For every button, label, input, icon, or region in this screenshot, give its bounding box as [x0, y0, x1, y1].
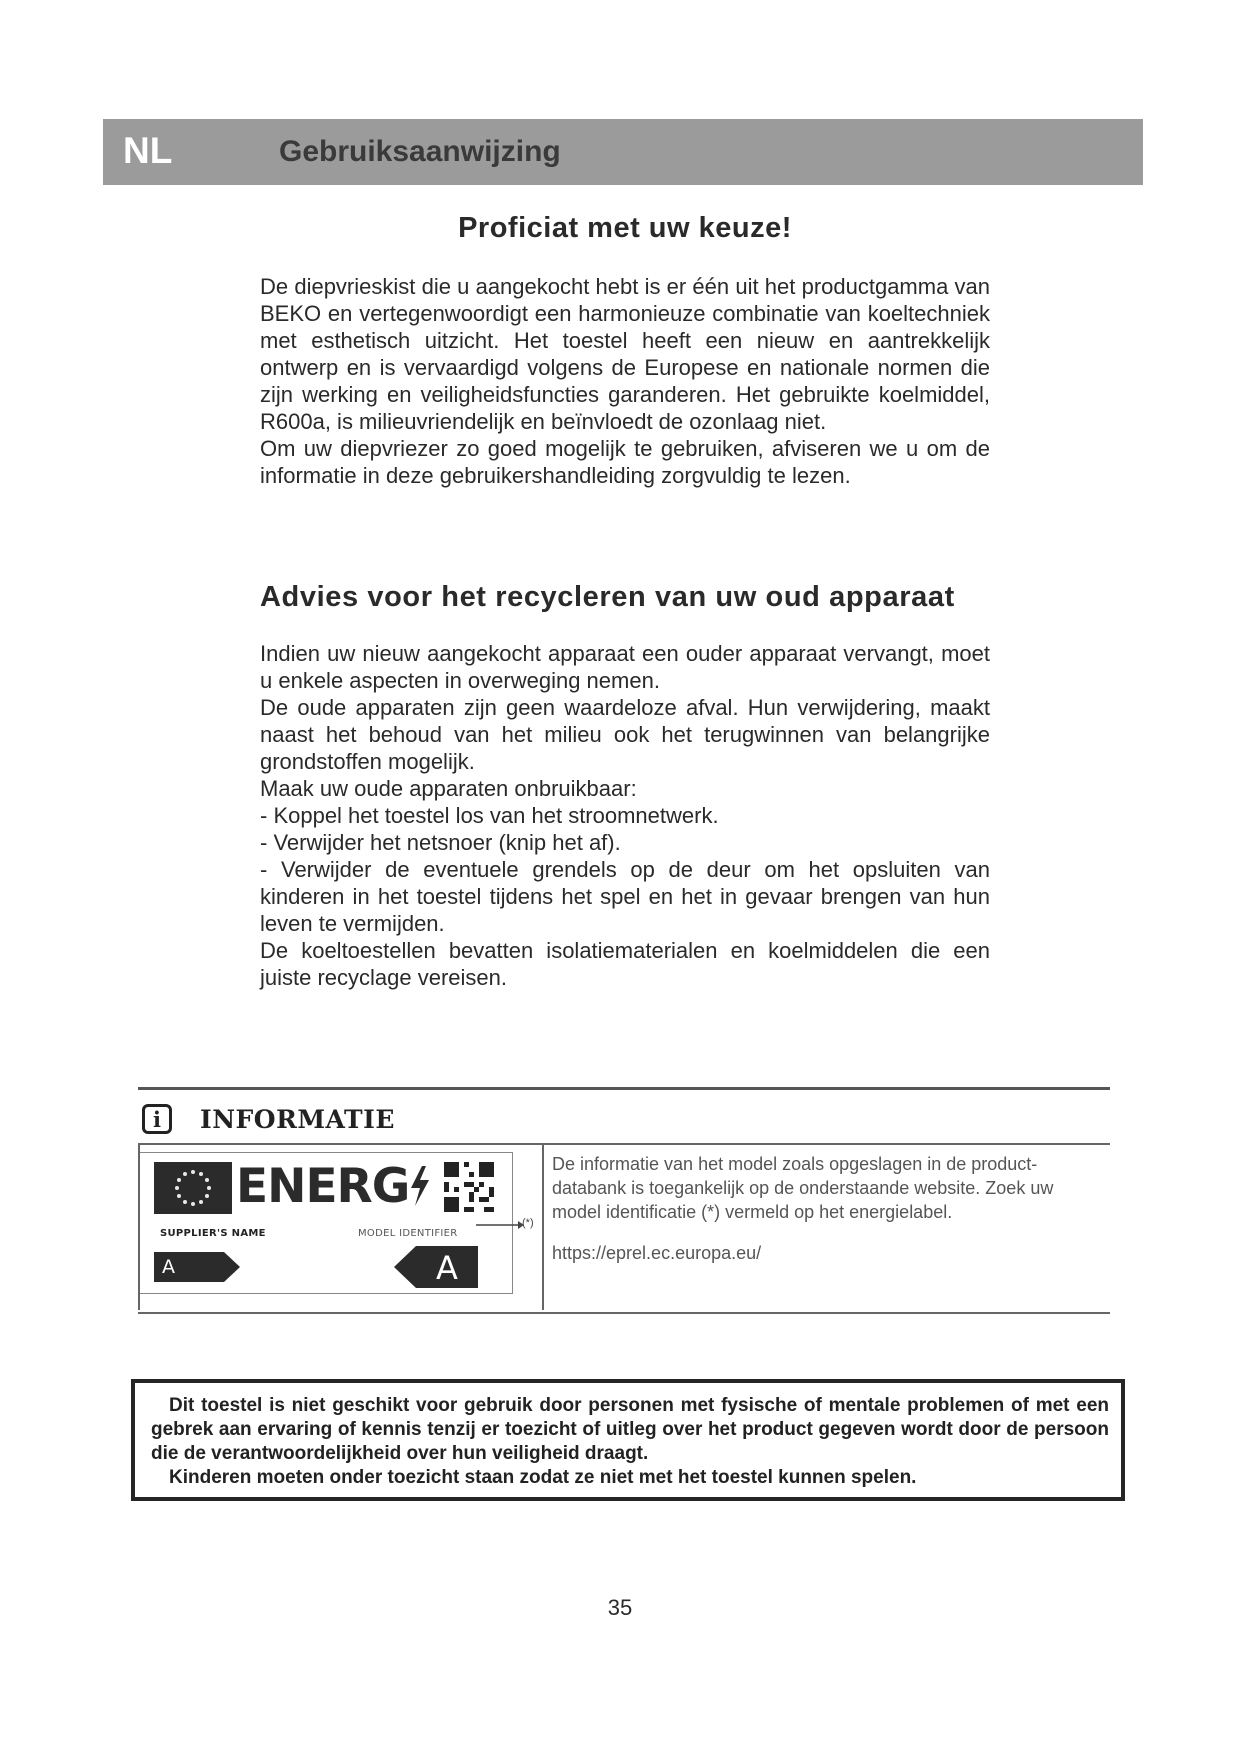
warning-line-1: Dit toestel is niet geschikt voor gebruik door personen met fysische of mentale problemen of met een gebrek aan ervaring of kennis tenzij er toezicht of uitleg over het product gegeven wordt door de persoon die de verantwoordelijkheid over hun veiligheid draagt. — [151, 1395, 1109, 1464]
safety-warning-text — [151, 1394, 1109, 1490]
information-header — [138, 1090, 1110, 1145]
intro-paragraph: De diepvrieskist die u aangekocht hebt is er één uit het productgamma van BEKO en vertegenwoordigt een harmonieuze combinatie van koeltechniek met esthetisch uitzicht. Het toestel heeft een nieuw en aantrekkelijk ontwerp en is vervaardigd volgens de Europese en nationale normen die zijn werking en veiligheidsfuncties garanderen. Het gebruikte koelmiddel, R600a, is milieuvriendelijk en beïnvloedt de ozonlaag niet. — [260, 274, 990, 434]
energy-label-panel — [138, 1145, 544, 1310]
safety-warning-box — [131, 1379, 1125, 1501]
info-icon: i — [142, 1104, 172, 1134]
information-text-panel — [552, 1145, 1108, 1310]
eu-flag-icon — [154, 1162, 232, 1214]
class-right-letter: A — [436, 1249, 458, 1287]
recycle-list-item: - Koppel het toestel los van het stroomnetwerk. — [260, 803, 719, 828]
energy-wordmark: ENERG — [236, 1159, 431, 1215]
supplier-name: SUPPLIER'S NAME — [160, 1228, 266, 1239]
warning-line-2: Kinderen moeten onder toezicht staan zodat ze niet met het toestel kunnen spelen. — [169, 1467, 917, 1488]
information-description: De informatie van het model zoals opgeslagen in de product-databank is toegankelijk op de onderstaande website. Zoek uw model identificatie (*) vermeld op het energielabel. — [552, 1154, 1054, 1222]
recycle-paragraph: De koeltoestellen bevatten isolatiematerialen en koelmiddelen die een juiste recyclage vereisen. — [260, 938, 990, 990]
recycle-list-item: - Verwijder het netsnoer (knip het af). — [260, 830, 621, 855]
page-number: 35 — [607, 1595, 633, 1620]
header-bar — [103, 119, 1143, 185]
eprel-link[interactable]: https://eprel.ec.europa.eu/ — [552, 1243, 762, 1263]
manual-title: Gebruiksaanwijzing — [279, 135, 561, 168]
model-identifier: MODEL IDENTIFIER — [358, 1228, 458, 1239]
information-box — [138, 1087, 1110, 1314]
energy-label — [140, 1152, 513, 1294]
intro-text — [260, 273, 990, 489]
intro-paragraph: Om uw diepvriezer zo goed mogelijk te gebruiken, afviseren we u om de informatie in deze gebruikershandleiding zorgvuldig te lezen. — [260, 436, 990, 488]
recycle-text — [260, 640, 990, 991]
recycle-list-item: - Verwijder de eventuele grendels op de deur om het opsluiten van kinderen in het toestel tijdens het spel en het in gevaar brengen van hun leven te vermijden. — [260, 857, 990, 936]
recycle-paragraph: Maak uw oude apparaten onbruikbaar: — [260, 776, 637, 801]
qr-code-icon — [444, 1161, 494, 1213]
information-title: INFORMATIE — [200, 1105, 395, 1134]
intro-heading: Proficiat met uw keuze! — [458, 212, 792, 244]
class-left-letter: A — [162, 1256, 175, 1278]
lightning-icon — [409, 1166, 431, 1206]
recycle-paragraph: Indien uw nieuw aangekocht apparaat een ouder apparaat vervangt, moet u enkele aspecten in overweging nemen. — [260, 641, 990, 693]
language-code: NL — [123, 130, 173, 171]
recycle-heading: Advies voor het recycleren van uw oud apparaat — [260, 581, 955, 613]
asterisk-marker: (*) — [522, 1217, 534, 1229]
recycle-paragraph: De oude apparaten zijn geen waardeloze afval. Hun verwijdering, maakt naast het behoud van het milieu ook het terugwinnen van belangrijke grondstoffen mogelijk. — [260, 695, 990, 774]
pointer-arrow-icon — [476, 1217, 556, 1233]
